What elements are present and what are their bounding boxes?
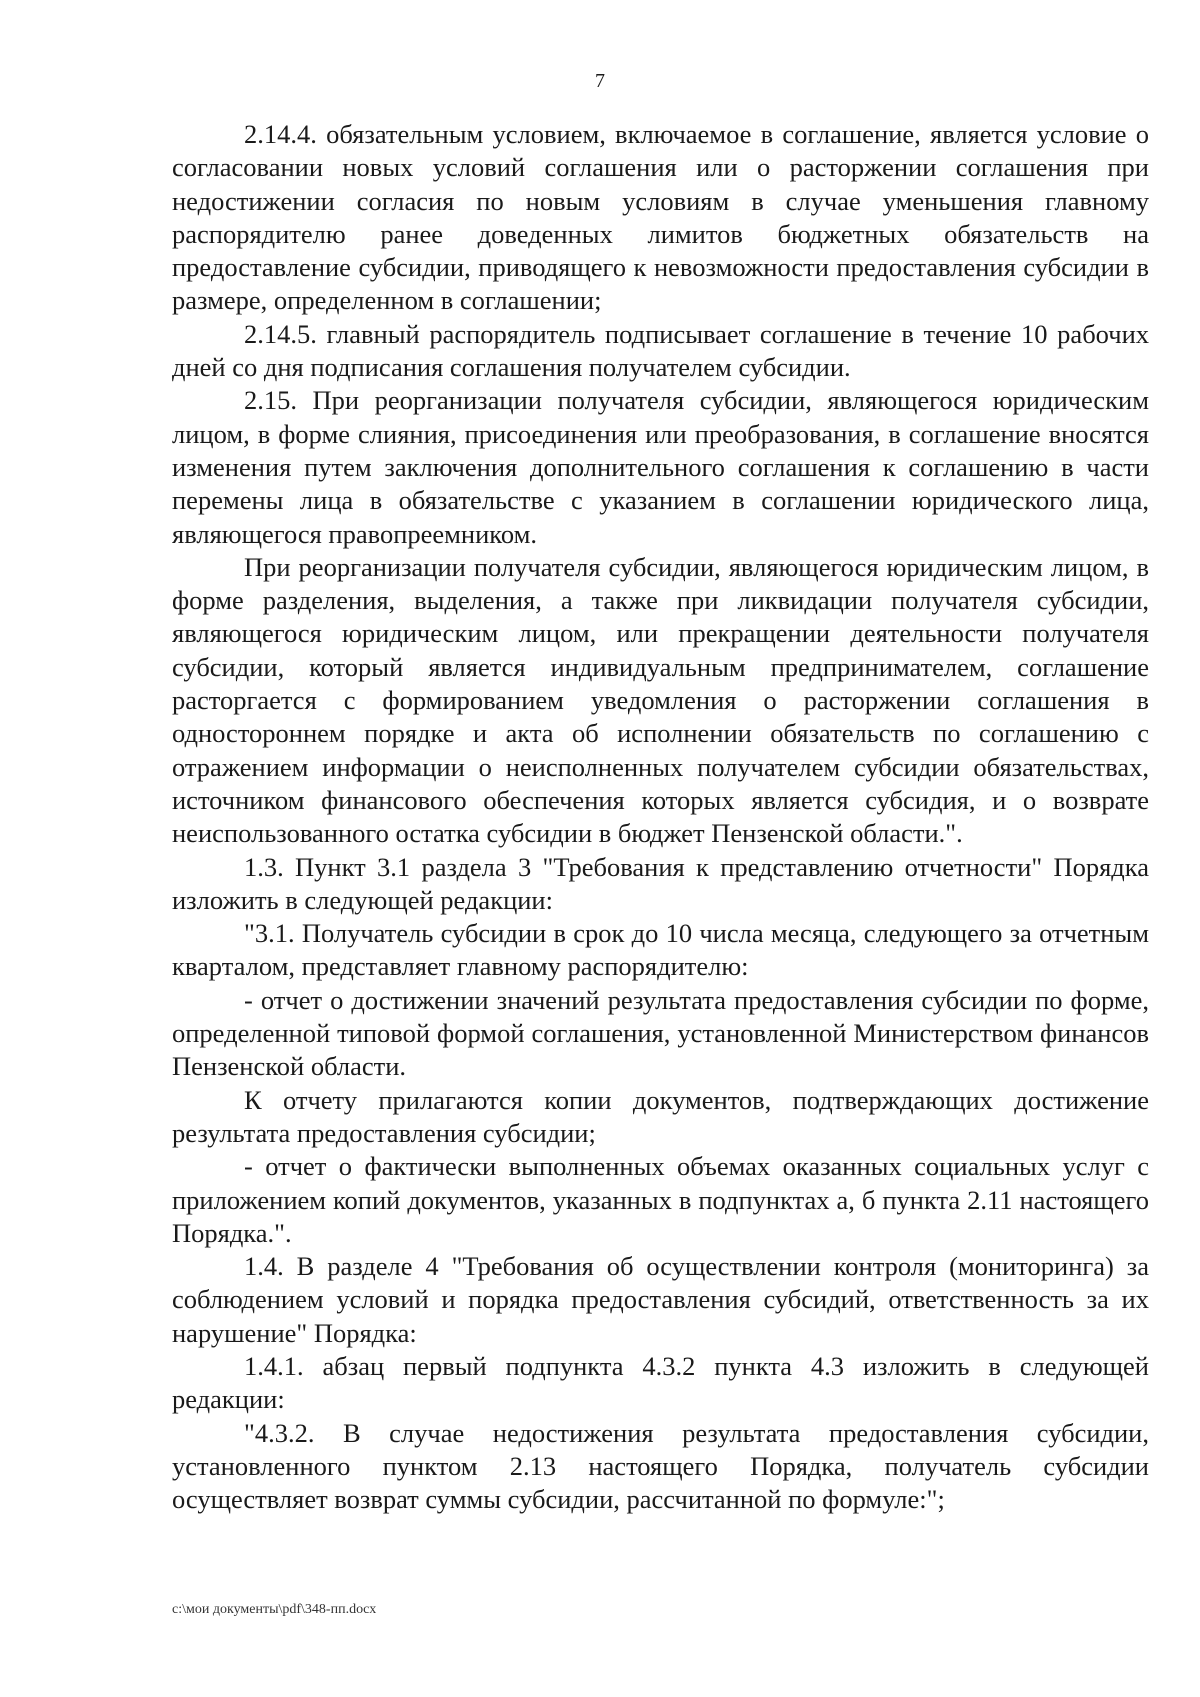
paragraph-report-attachments: К отчету прилагаются копии документов, подтверждающих достижение результата предоставления субсидии; bbox=[172, 1084, 1149, 1148]
paragraph-1-4: 1.4. В разделе 4 "Требования об осуществлении контроля (мониторинга) за соблюдением условий и порядка предоставления субсидий, ответственность за их нарушение" Порядка: bbox=[172, 1251, 1149, 1348]
footer-file-path: c:\мои документы\pdf\348-пп.docx bbox=[172, 1602, 377, 1617]
paragraph-report-results: - отчет о достижении значений результата предоставления субсидии по форме, определенной типовой формой соглашения, установленной Министерством финансов Пензенской области. bbox=[172, 984, 1149, 1082]
paragraph-1-4-1: 1.4.1. абзац первый подпункта 4.3.2 пункта 4.3 изложить в следующей редакции: bbox=[172, 1350, 1149, 1415]
paragraph-1-3: 1.3. Пункт 3.1 раздела 3 "Требования к представлению отчетности" Порядка изложить в следующей редакции: bbox=[172, 851, 1149, 915]
document-body bbox=[172, 118, 1149, 1516]
paragraph-4-3-2: "4.3.2. В случае недостижения результата предоставления субсидии, установленного пунктом 2.13 настоящего Порядка, получатель субсидии осуществляет возврат суммы субсидии, рассчитанной по формуле:"; bbox=[172, 1417, 1149, 1515]
paragraph-2-15: 2.15. При реорганизации получателя субсидии, являющегося юридическим лицом, в форме слияния, присоединения или преобразования, в соглашение вносятся изменения путем заключения дополнительного соглашения к соглашению в части перемены лица в обязательстве с указанием в соглашении юридического лица, являющегося правопреемником. bbox=[172, 385, 1149, 549]
paragraph-reorganization: При реорганизации получателя субсидии, являющегося юридическим лицом, в форме разделения, выделения, а также при ликвидации получателя субсидии, являющегося юридическим лицом, или прекращении деятельности получателя субсидии, который является индивидуальным предпринимателем, соглашение расторгается с формированием уведомления о расторжении соглашения в одностороннем порядке и акта об исполнении обязательств по соглашению с отражением информации о неисполненных получателем субсидии обязательствах, источником финансового обеспечения которых является субсидия, и о возврате неиспользованного остатка субсидии в бюджет Пензенской области.". bbox=[172, 551, 1149, 849]
page-number: 7 bbox=[595, 70, 605, 92]
paragraph-2-14-4: 2.14.4. обязательным условием, включаемое в соглашение, является условие о согласовании новых условий соглашения или о расторжении соглашения при недостижении согласия по новым условиям в случае уменьшения главному распорядителю ранее доведенных лимитов бюджетных обязательств на предоставление субсидии, приводящего к невозможности предоставления субсидии в размере, определенном в соглашении; bbox=[172, 119, 1149, 316]
paragraph-report-services: - отчет о фактически выполненных объемах оказанных социальных услуг с приложением копий документов, указанных в подпунктах а, б пункта 2.11 настоящего Порядка.". bbox=[172, 1151, 1149, 1248]
paragraph-3-1: "3.1. Получатель субсидии в срок до 10 числа месяца, следующего за отчетным кварталом, представляет главному распорядителю: bbox=[172, 918, 1149, 982]
paragraph-2-14-5: 2.14.5. главный распорядитель подписывает соглашение в течение 10 рабочих дней со дня подписания соглашения получателем субсидии. bbox=[172, 318, 1149, 383]
